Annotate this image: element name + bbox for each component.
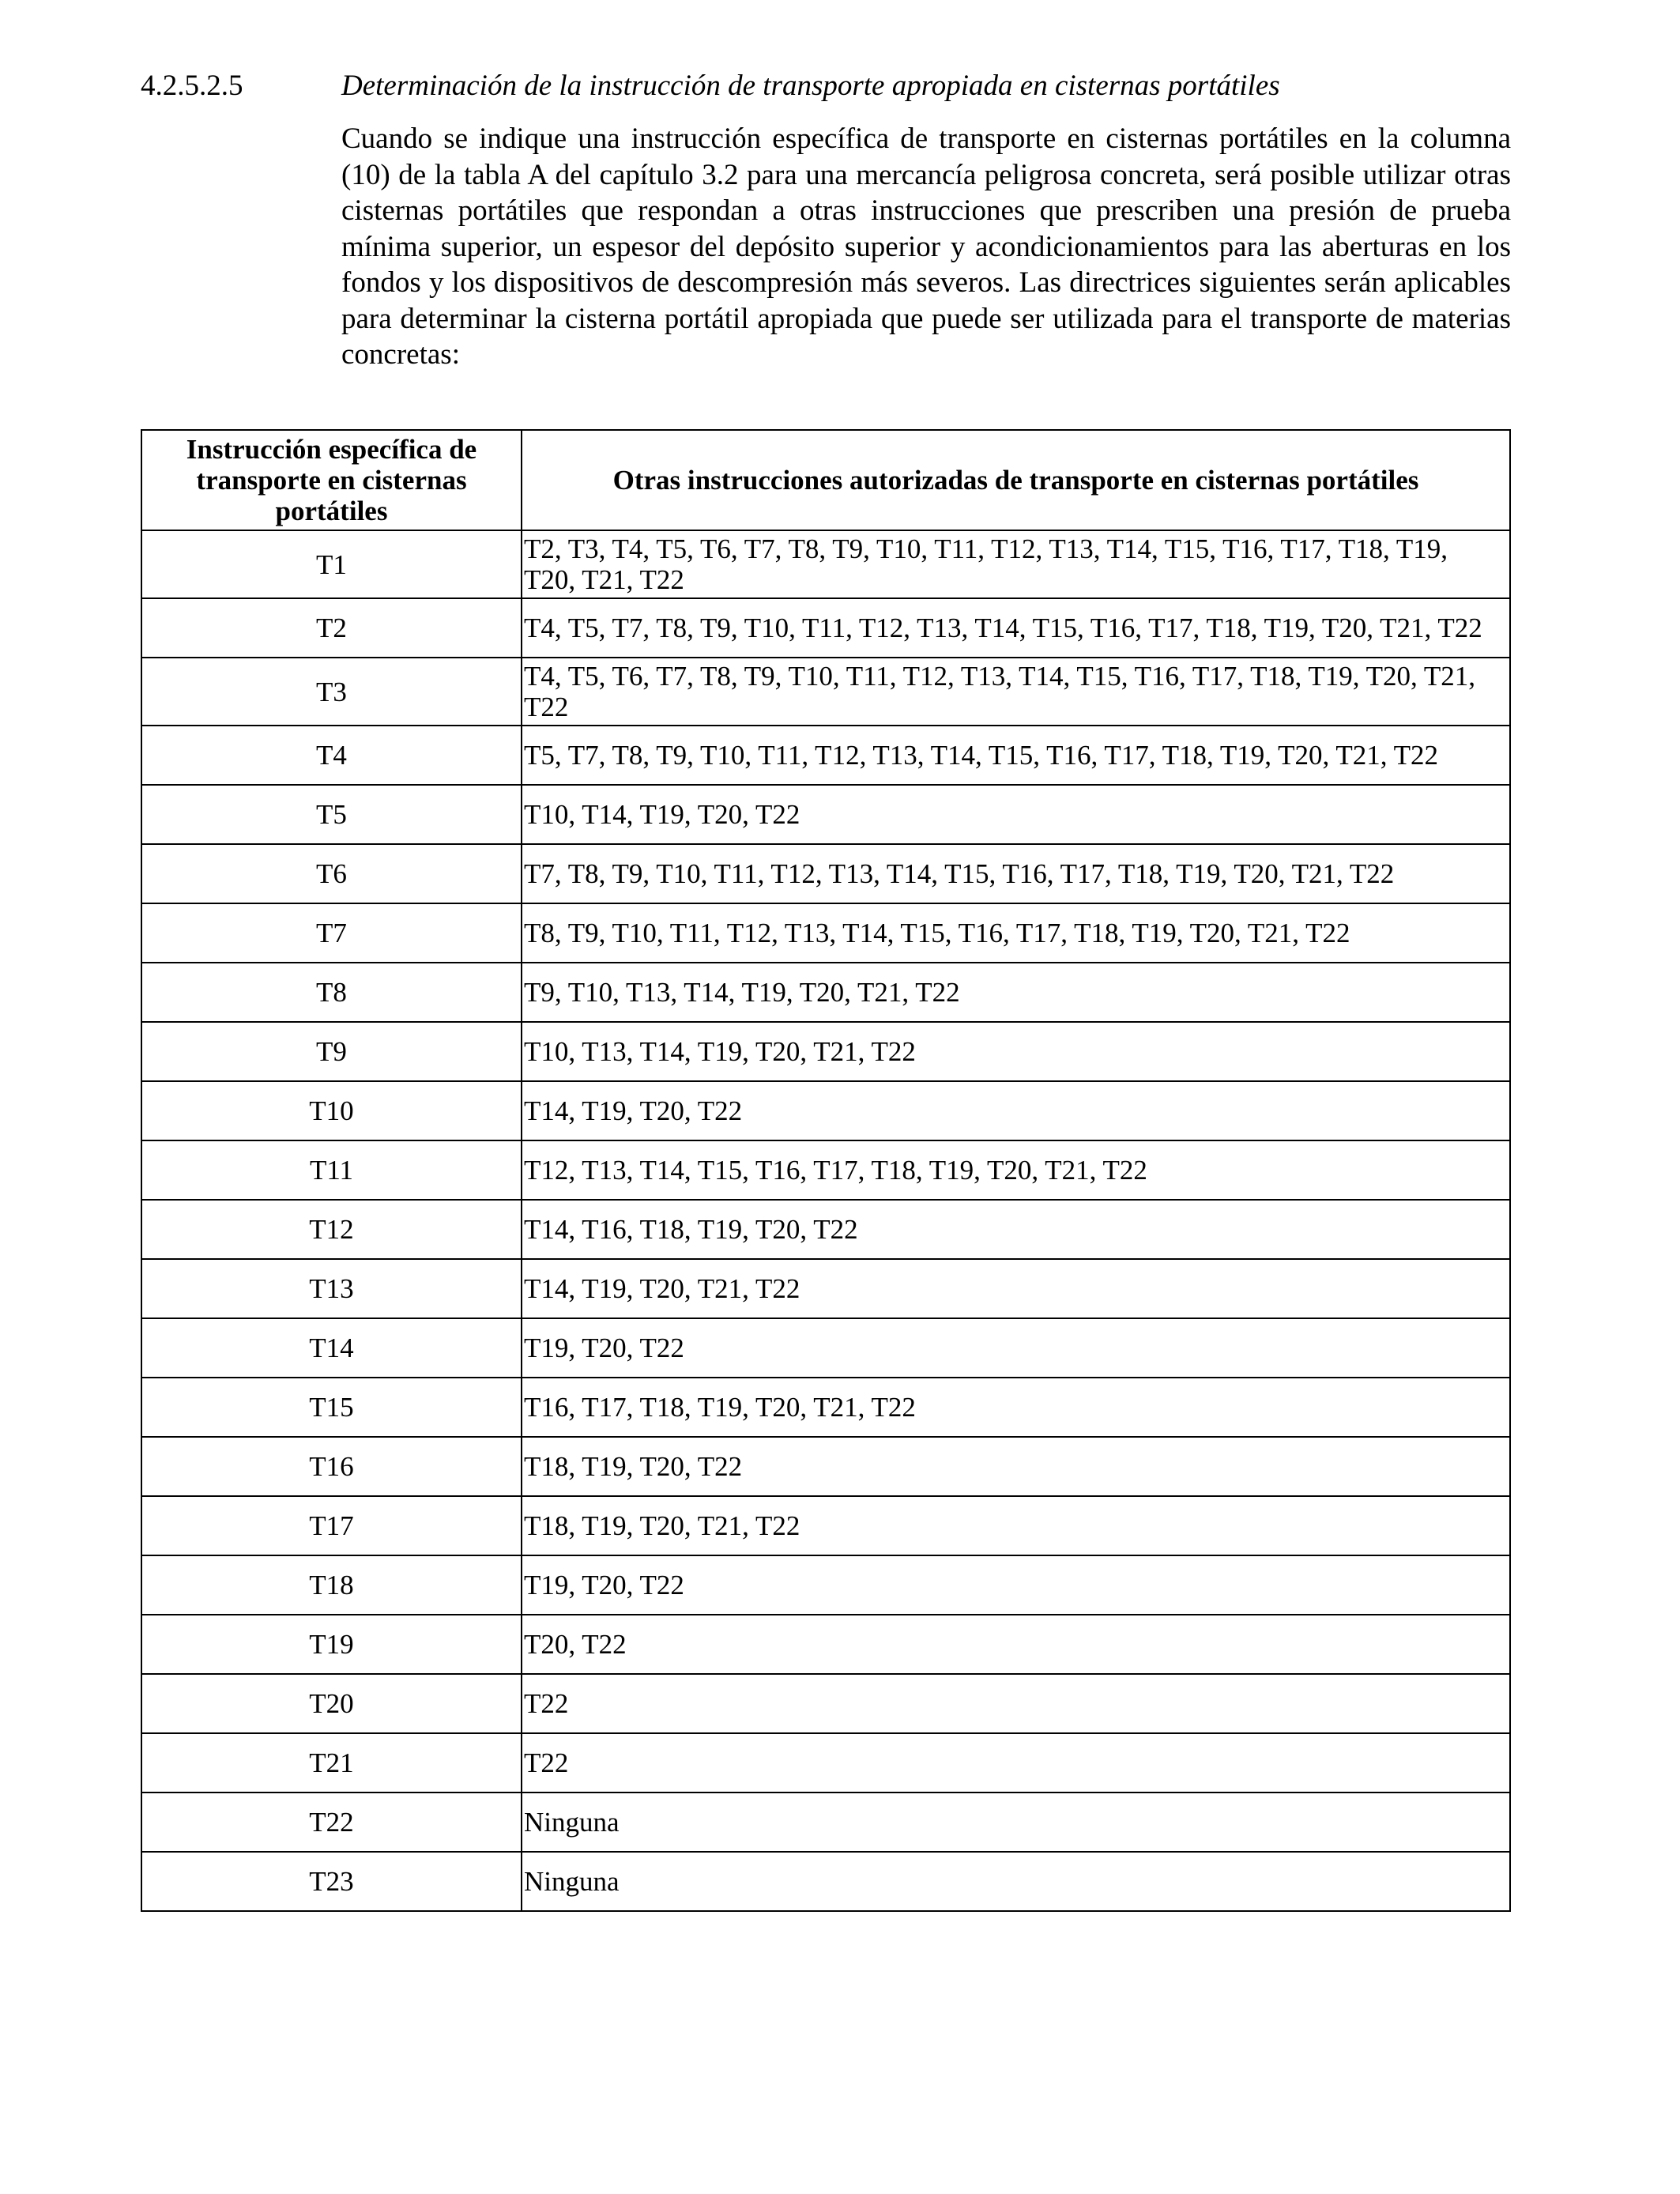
table-row — [141, 1615, 1510, 1674]
table-row — [141, 1437, 1510, 1496]
instruction-cell: T9 — [141, 1022, 522, 1081]
header-other-instructions: Otras instrucciones autorizadas de transporte en cisternas portátiles — [522, 430, 1510, 530]
instruction-cell: T7 — [141, 903, 522, 963]
table-row — [141, 530, 1510, 598]
section-number: 4.2.5.2.5 — [141, 70, 243, 102]
instruction-cell: T4 — [141, 726, 522, 785]
header-specific-instruction: Instrucción específica de transporte en cisternas portátiles — [141, 430, 522, 530]
instructions-table — [141, 429, 1511, 1912]
authorized-cell: T18, T19, T20, T21, T22 — [522, 1496, 1510, 1555]
authorized-cell: T2, T3, T4, T5, T6, T7, T8, T9, T10, T11, T12, T13, T14, T15, T16, T17, T18, T19, T20, T21, T22 — [522, 530, 1510, 598]
instruction-cell: T12 — [141, 1200, 522, 1259]
authorized-cell: T12, T13, T14, T15, T16, T17, T18, T19, T20, T21, T22 — [522, 1140, 1510, 1200]
table-row — [141, 844, 1510, 903]
table-row — [141, 1852, 1510, 1911]
instruction-cell: T5 — [141, 785, 522, 844]
instruction-cell: T14 — [141, 1318, 522, 1378]
table-row — [141, 726, 1510, 785]
table-row — [141, 1733, 1510, 1793]
authorized-cell: T19, T20, T22 — [522, 1318, 1510, 1378]
authorized-cell: T14, T16, T18, T19, T20, T22 — [522, 1200, 1510, 1259]
table-row — [141, 1081, 1510, 1140]
authorized-cell: T22 — [522, 1733, 1510, 1793]
instruction-cell: T21 — [141, 1733, 522, 1793]
authorized-cell: T14, T19, T20, T22 — [522, 1081, 1510, 1140]
authorized-cell: T9, T10, T13, T14, T19, T20, T21, T22 — [522, 963, 1510, 1022]
instruction-cell: T16 — [141, 1437, 522, 1496]
instruction-cell: T15 — [141, 1378, 522, 1437]
table-row — [141, 1200, 1510, 1259]
table-row — [141, 1793, 1510, 1852]
instruction-cell: T17 — [141, 1496, 522, 1555]
authorized-cell: T18, T19, T20, T22 — [522, 1437, 1510, 1496]
instruction-cell: T22 — [141, 1793, 522, 1852]
authorized-cell: T22 — [522, 1674, 1510, 1733]
table-row — [141, 903, 1510, 963]
authorized-cell: T20, T22 — [522, 1615, 1510, 1674]
instruction-cell: T13 — [141, 1259, 522, 1318]
table-row — [141, 1555, 1510, 1615]
section-heading — [141, 66, 1531, 106]
table-row — [141, 963, 1510, 1022]
instruction-cell: T19 — [141, 1615, 522, 1674]
table-row — [141, 1259, 1510, 1318]
authorized-cell: T8, T9, T10, T11, T12, T13, T14, T15, T16, T17, T18, T19, T20, T21, T22 — [522, 903, 1510, 963]
authorized-cell: T19, T20, T22 — [522, 1555, 1510, 1615]
instruction-cell: T10 — [141, 1081, 522, 1140]
table-row — [141, 658, 1510, 726]
authorized-cell: T10, T14, T19, T20, T22 — [522, 785, 1510, 844]
authorized-cell: T7, T8, T9, T10, T11, T12, T13, T14, T15, T16, T17, T18, T19, T20, T21, T22 — [522, 844, 1510, 903]
instruction-cell: T2 — [141, 598, 522, 658]
instruction-cell: T20 — [141, 1674, 522, 1733]
authorized-cell: T16, T17, T18, T19, T20, T21, T22 — [522, 1378, 1510, 1437]
table-row — [141, 1496, 1510, 1555]
table-row — [141, 1378, 1510, 1437]
authorized-cell: T4, T5, T7, T8, T9, T10, T11, T12, T13, T14, T15, T16, T17, T18, T19, T20, T21, T22 — [522, 598, 1510, 658]
instruction-cell: T11 — [141, 1140, 522, 1200]
table-row — [141, 785, 1510, 844]
section-title: Determinación de la instrucción de transporte apropiada en cisternas portátiles — [341, 70, 1280, 102]
authorized-cell: Ninguna — [522, 1793, 1510, 1852]
section-paragraph: Cuando se indique una instrucción específica de transporte en cisternas portátiles en la columna (10) de la tabla A del capítulo 3.2 para una mercancía peligrosa concreta, será posible utilizar otras cisternas portátiles que respondan a otras instrucciones que prescriben una presión de prueba mínima superior, un espesor del depósito superior y acondicionamientos para las aberturas en los fondos y los dispositivos de descompresión más severos. Las directrices siguientes serán aplicables para determinar la cisterna portátil apropiada que puede ser utilizada para el transporte de materias concretas: — [341, 123, 1511, 371]
authorized-cell: T14, T19, T20, T21, T22 — [522, 1259, 1510, 1318]
table-row — [141, 598, 1510, 658]
instruction-cell: T23 — [141, 1852, 522, 1911]
table-row — [141, 1022, 1510, 1081]
table-row — [141, 1140, 1510, 1200]
instruction-cell: T8 — [141, 963, 522, 1022]
authorized-cell: T10, T13, T14, T19, T20, T21, T22 — [522, 1022, 1510, 1081]
table-header-row — [141, 430, 1510, 530]
instruction-cell: T18 — [141, 1555, 522, 1615]
instruction-cell: T1 — [141, 530, 522, 598]
instruction-cell: T3 — [141, 658, 522, 726]
authorized-cell: Ninguna — [522, 1852, 1510, 1911]
table-row — [141, 1674, 1510, 1733]
table-row — [141, 1318, 1510, 1378]
authorized-cell: T5, T7, T8, T9, T10, T11, T12, T13, T14, T15, T16, T17, T18, T19, T20, T21, T22 — [522, 726, 1510, 785]
authorized-cell: T4, T5, T6, T7, T8, T9, T10, T11, T12, T13, T14, T15, T16, T17, T18, T19, T20, T21, T22 — [522, 658, 1510, 726]
instruction-cell: T6 — [141, 844, 522, 903]
